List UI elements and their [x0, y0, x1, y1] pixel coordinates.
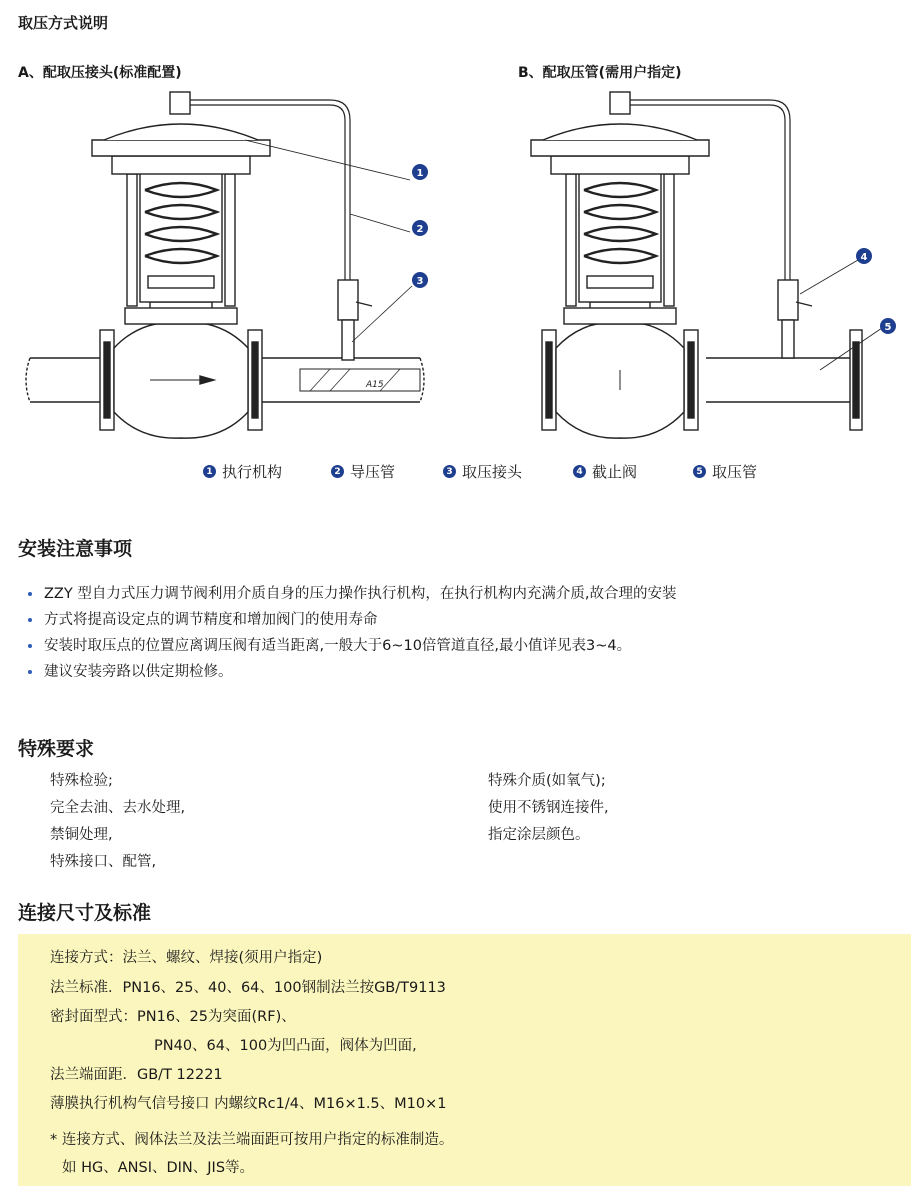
special-heading: 特殊要求 [18, 738, 95, 760]
connection-line: 密封面型式：PN16、25为突面(RF)、 [50, 1009, 296, 1025]
install-heading: 安装注意事项 [18, 538, 133, 560]
legend-label: 执行机构 [222, 463, 283, 481]
connection-line: 薄膜执行机构气信号接口 内螺纹Rc1/4、M16×1.5、M10×1 [50, 1096, 447, 1112]
svg-text:2: 2 [416, 224, 424, 235]
legend-label: 截止阀 [592, 463, 638, 481]
install-list [28, 581, 908, 685]
diagram-b [500, 80, 900, 450]
special-right-list [488, 768, 609, 849]
legend-badge: 1 [203, 465, 216, 478]
connection-panel [18, 934, 911, 1186]
legend-label: 导压管 [350, 463, 396, 481]
legend-badge: 3 [443, 465, 456, 478]
callout-4 [856, 248, 872, 264]
page-title: 取压方式说明 [18, 14, 109, 32]
svg-text:3: 3 [416, 276, 424, 287]
note-text: 连接方式、阀体法兰及法兰端面距可按用户指定的标准制造。 [61, 1132, 454, 1148]
callout-5 [880, 318, 896, 334]
list-item: ZZY 型自力式压力调节阀利用介质自身的压力操作执行机构，在执行机构内充满介质,故合理的安装 [28, 581, 908, 607]
list-item: 禁铜处理, [50, 827, 113, 843]
callout-3 [412, 272, 428, 288]
legend-item [331, 461, 395, 482]
connection-note [50, 1128, 453, 1149]
list-item: 特殊介质(如氧气); [488, 773, 606, 789]
legend-item [573, 461, 637, 482]
callout-2 [412, 220, 428, 236]
legend-badge: 4 [573, 465, 586, 478]
svg-text:5: 5 [884, 322, 892, 333]
list-item: 特殊检验; [50, 773, 113, 789]
diagram-b-title: B、配取压管(需用户指定) [518, 65, 682, 81]
list-item: 特殊接口、配管, [50, 854, 157, 870]
note-mark: * [50, 1132, 58, 1148]
legend-label: 取压接头 [462, 463, 523, 481]
diagram-a [0, 80, 462, 450]
legend-item [693, 461, 757, 482]
diagram-a-title: A、配取压接头(标准配置) [18, 65, 182, 81]
legend-item [443, 461, 522, 482]
svg-text:4: 4 [860, 252, 868, 263]
connection-line: 连接方式：法兰、螺纹、焊接(须用户指定) [50, 950, 323, 966]
callout-1 [412, 164, 428, 180]
legend-badge: 2 [331, 465, 344, 478]
list-item: 使用不锈钢连接件, [488, 800, 609, 816]
connection-heading: 连接尺寸及标准 [18, 902, 152, 924]
legend-label: 取压管 [712, 463, 758, 481]
list-item: 完全去油、去水处理, [50, 800, 186, 816]
connection-example: 如 HG、ANSI、DIN、JIS等。 [62, 1160, 255, 1176]
connection-line: 法兰端面距．GB/T 12221 [50, 1067, 223, 1083]
legend-item [203, 461, 282, 482]
connection-line: 法兰标准．PN16、25、40、64、100钢制法兰按GB/T9113 [50, 980, 446, 996]
list-item: 安装时取压点的位置应离调压阀有适当距离,一般大于6~10倍管道直径,最小值详见表3~4。 [28, 633, 908, 659]
list-item: 方式将提高设定点的调节精度和增加阀门的使用寿命 [28, 607, 908, 633]
list-item: 建议安装旁路以供定期检修。 [28, 659, 908, 685]
special-left-list [50, 768, 185, 876]
diagram-legend [0, 458, 924, 484]
svg-text:1: 1 [416, 168, 424, 179]
connection-line: PN40、64、100为凹凸面，阀体为凹面, [154, 1038, 417, 1054]
pipe-label: A15 [366, 380, 384, 390]
legend-badge: 5 [693, 465, 706, 478]
list-item: 指定涂层颜色。 [488, 827, 590, 843]
